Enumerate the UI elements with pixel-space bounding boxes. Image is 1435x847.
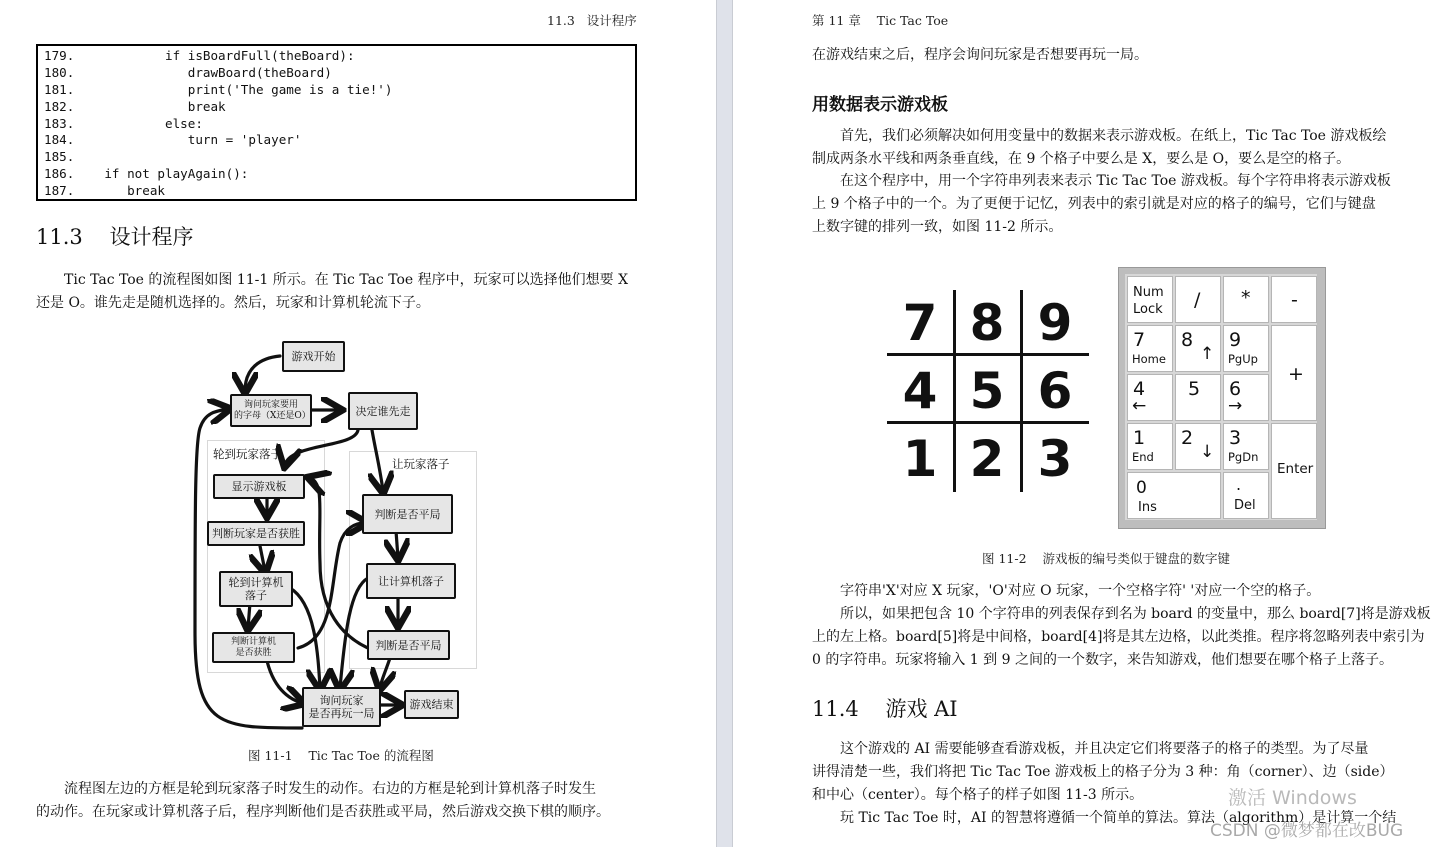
board-cell: 9	[1037, 294, 1073, 352]
figure-caption-11-2: 图 11-2 游戏板的编号类似于键盘的数字键	[982, 551, 1230, 566]
paragraph-3: 字符串'X'对应 X 玩家，'O'对应 O 玩家，一个空格字符' '对应一个空的格子。	[840, 583, 1321, 599]
code-line: 186. if not playAgain():	[44, 166, 249, 182]
board-line	[953, 290, 956, 492]
code-line: 181. print('The game is a tie!')	[44, 81, 393, 97]
left-page	[0, 0, 716, 847]
box-ask-replay: 询问玩家 是否再玩一局	[302, 687, 381, 727]
board-cell: 4	[902, 362, 938, 420]
key-9-pgup: 9 PgUp	[1223, 325, 1269, 372]
running-head-right: 第 11 章 Tic Tac Toe	[812, 13, 949, 28]
paragraph-1: 首先，我们必须解决如何用变量中的数据来表示游戏板。在纸上，Tic Tac Toe 游戏板绘 制成两条水平线和两条垂直线，在 9 个格子中要么是 X，要么是 O，要么是空的格子。	[812, 128, 1387, 167]
box-decide-first: 决定谁先走	[348, 392, 418, 430]
section-title-11-3: 11.3 设计程序	[36, 225, 194, 249]
first-line: 在游戏结束之后，程序会询问玩家是否想要再玩一局。	[812, 47, 1148, 63]
code-line: 184. turn = 'player'	[44, 132, 302, 148]
box-check-computer-win: 判断计算机 是否获胜	[212, 632, 295, 663]
box-let-computer-move: 让计算机落子	[366, 563, 456, 599]
numpad-figure	[1118, 267, 1326, 529]
code-line: 182. break	[44, 98, 226, 114]
key-slash: /	[1175, 276, 1221, 323]
computer-turn-label: 让玩家落子	[392, 457, 450, 471]
paragraph-2: 在这个程序中，用一个字符串列表来表示 Tic Tac Toe 游戏板。每个字符串将表示游戏板 上 9 个格子中的一个。为了更便于记忆，列表中的索引就是对应的格子的编号，它们与键盘 上数字键的排列一致，如图 11-2 所示。	[812, 173, 1391, 235]
code-line: 179. if isBoardFull(theBoard):	[44, 48, 355, 63]
key-7-home: 7 Home	[1127, 325, 1173, 372]
key-minus: -	[1271, 276, 1317, 323]
paragraph-5: 这个游戏的 AI 需要能够查看游戏板，并且决定它们将要落子的格子的类型。为了尽量 讲得清楚一些，我们将把 Tic Tac Toe 游戏板上的格子分为 3 种：角（corner）、边（side） 和中心（center）。每个格子的样子如图 11-3 所示。	[812, 741, 1394, 803]
board-cell: 7	[902, 294, 938, 352]
key-8-up: 8 ↑	[1175, 325, 1221, 372]
key-1-end: 1 End	[1127, 423, 1173, 470]
board-line	[887, 421, 1089, 424]
board-cell: 1	[902, 430, 938, 488]
activate-windows-watermark: 激活 Windows	[1228, 787, 1357, 809]
section-title-11-4: 11.4 游戏 AI	[812, 697, 958, 721]
key-star: *	[1223, 276, 1269, 323]
box-game-start: 游戏开始	[282, 341, 345, 372]
closing-paragraph: 流程图左边的方框是轮到玩家落子时发生的动作。右边的方框是轮到计算机落子时发生 的动作。在玩家或计算机落子后，程序判断他们是否获胜或平局，然后游戏交换下棋的顺序。	[36, 781, 610, 820]
code-listing	[36, 44, 637, 201]
arrow-down-icon: ↓	[1200, 442, 1215, 462]
box-check-player-win: 判断玩家是否获胜	[207, 521, 305, 546]
board-cell: 6	[1037, 362, 1073, 420]
subsection-title: 用数据表示游戏板	[812, 95, 948, 115]
key-plus: +	[1271, 325, 1317, 421]
code-line: 180. drawBoard(theBoard)	[44, 64, 332, 80]
paragraph-6: 玩 Tic Tac Toe 时，AI 的智慧将遵循一个简单的算法。算法（algorithm）是计算一个结	[840, 810, 1397, 826]
code-line: 185.	[44, 149, 75, 165]
board-cell: 8	[969, 294, 1005, 352]
tictactoe-board-figure	[887, 290, 1089, 492]
key-enter: Enter	[1271, 423, 1317, 519]
paragraph-4: 所以，如果把包含 10 个字符串的列表保存到名为 board 的变量中，那么 board[7]将是游戏板 上的左上格。board[5]将是中间格，board[4]将是其左边格，以此类推。程序将忽略列表中索引为 0 的字符串。玩家将输入 1 到 9 之间的一个数字，来告知游戏，他们想要在哪个格子上落子。	[812, 606, 1431, 668]
intro-paragraph: Tic Tac Toe 的流程图如图 11-1 所示。在 Tic Tac Toe 程序中，玩家可以选择他们想要 X 还是 O。谁先走是随机选择的。然后，玩家和计算机轮流下子。	[36, 272, 629, 311]
box-ask-letter: 询问玩家要用 的字母（X还是O）	[230, 394, 312, 427]
key-numlock: Num Lock	[1127, 276, 1173, 323]
arrow-up-icon: ↑	[1200, 344, 1215, 364]
arrow-left-icon: ←	[1132, 396, 1147, 416]
board-cell: 2	[969, 430, 1005, 488]
key-6-right: 6 →	[1223, 374, 1269, 421]
figure-caption-11-1: 图 11-1 Tic Tac Toe 的流程图	[248, 748, 434, 763]
key-dot-del: . Del	[1223, 472, 1269, 519]
running-head-left: 11.3 设计程序	[547, 13, 637, 28]
box-computer-turn: 轮到计算机 落子	[219, 571, 293, 607]
box-check-tie-1: 判断是否平局	[362, 494, 453, 534]
box-game-end: 游戏结束	[404, 690, 459, 719]
board-cell: 5	[969, 362, 1005, 420]
player-turn-label: 轮到玩家落子	[213, 447, 282, 461]
key-2-down: 2 ↓	[1175, 423, 1221, 470]
board-line	[887, 353, 1089, 356]
flowchart-figure	[190, 333, 490, 733]
board-cell: 3	[1037, 430, 1073, 488]
csdn-watermark: CSDN @微梦都在改BUG	[1210, 821, 1404, 841]
box-show-board: 显示游戏板	[213, 474, 305, 499]
arrow-right-icon: →	[1228, 396, 1243, 416]
key-5: 5	[1175, 374, 1221, 421]
key-3-pgdn: 3 PgDn	[1223, 423, 1269, 470]
code-line: 183. else:	[44, 115, 203, 131]
box-check-tie-2: 判断是否平局	[367, 630, 450, 660]
key-0-ins: 0 Ins	[1127, 472, 1221, 519]
board-line	[1020, 290, 1023, 492]
code-line: 187. break	[44, 183, 165, 199]
page-gutter	[716, 0, 733, 847]
key-4-left: 4 ←	[1127, 374, 1173, 421]
